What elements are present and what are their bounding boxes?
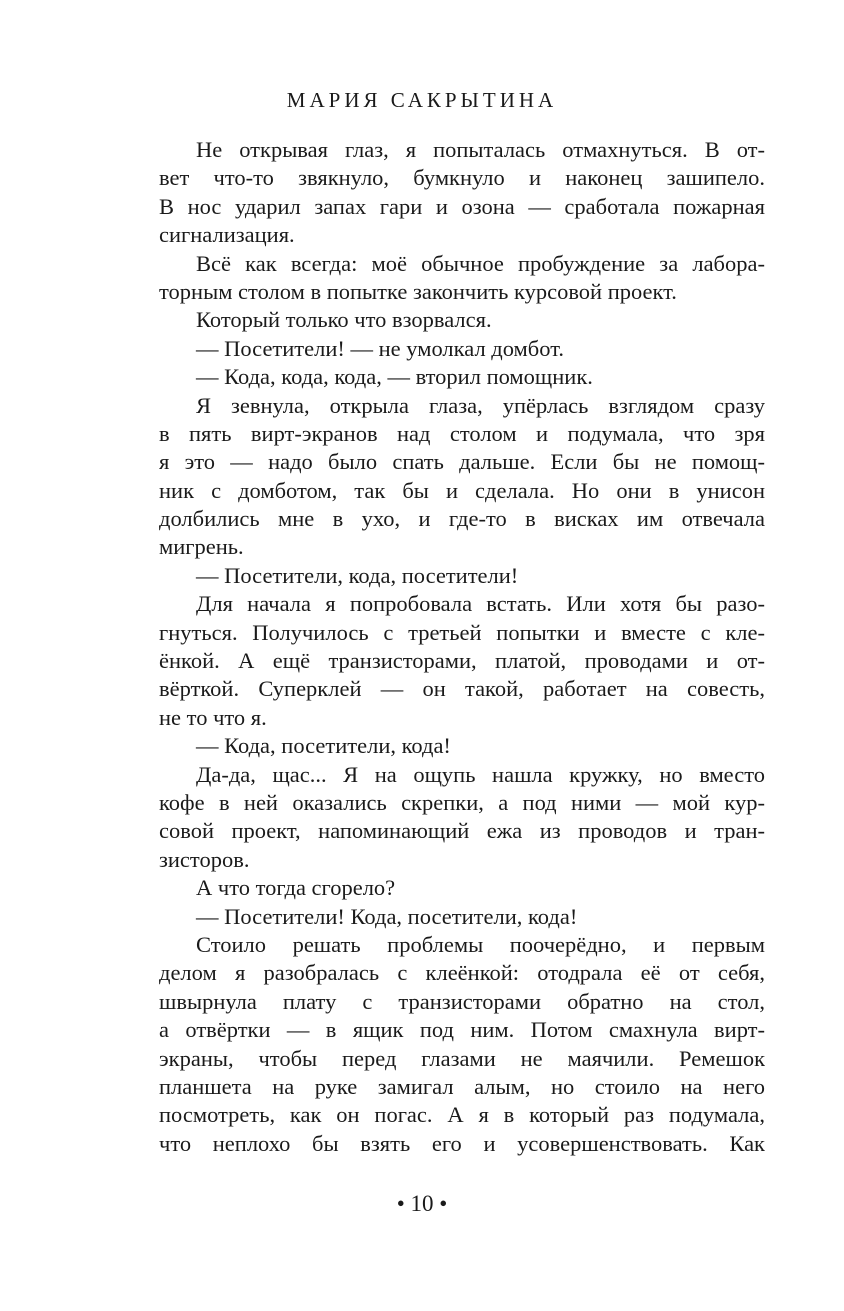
text-line: Да-да, щас... Я на ощупь нашла кружку, но вместо: [196, 761, 765, 787]
text-line: планшета на руке замигал алым, но стоило на него: [159, 1073, 765, 1099]
text-line: Который только что взорвался.: [196, 307, 492, 333]
text-line: — Посетители! — не умолкал домбот.: [196, 335, 564, 361]
text-line: Всё как всегда: моё обычное пробуждение за лабора-: [196, 250, 765, 276]
text-line: не то что я.: [159, 704, 267, 730]
text-line: швырнула плату с транзисторами обратно на стол,: [159, 988, 765, 1014]
body-text: [159, 136, 765, 1158]
text-line: вет что-то звякнуло, бумкнуло и наконец зашипело.: [159, 165, 765, 191]
text-line: совой проект, напоминающий ежа из проводов и тран-: [159, 818, 765, 844]
text-line: кофе в ней оказались скрепки, а под ними — мой кур-: [159, 789, 765, 815]
text-line: посмотреть, как он погас. А я в который раз подумала,: [159, 1102, 765, 1128]
text-line: а отвёртки — в ящик под ним. Потом смахнула вирт-: [159, 1017, 765, 1043]
text-line: — Посетители, кода, посетители!: [196, 562, 519, 588]
text-line: вёрткой. Суперклей — он такой, работает на совесть,: [159, 676, 765, 702]
text-line: Стоило решать проблемы поочерёдно, и первым: [196, 931, 765, 957]
text-line: долбились мне в ухо, и где-то в висках им отвечала: [159, 506, 765, 532]
text-line: — Кода, кода, кода, — вторил помощник.: [196, 364, 593, 390]
text-line: ёнкой. А ещё транзисторами, платой, проводами и от-: [159, 648, 765, 674]
text-line: делом я разобралась с клеёнкой: отодрала её от себя,: [159, 960, 765, 986]
text-line: в пять вирт-экранов над столом и подумала, что зря: [159, 420, 765, 446]
text-line: экраны, чтобы перед глазами не маячили. Ремешок: [159, 1045, 765, 1071]
text-line: ник с домботом, так бы и сделала. Но они в унисон: [159, 477, 765, 503]
text-line: — Кода, посетители, кода!: [196, 733, 451, 759]
page-number: • 10 •: [396, 1191, 448, 1216]
text-line: А что тогда сгорело?: [196, 875, 396, 901]
text-line: что неплохо бы взять его и усовершенствовать. Как: [159, 1130, 765, 1156]
text-line: мигрень.: [159, 534, 244, 560]
text-line: Я зевнула, открыла глаза, упёрлась взглядом сразу: [196, 392, 765, 418]
text-line: Не открывая глаз, я попыталась отмахнуться. В от-: [196, 137, 765, 162]
text-line: я это — надо было спать дальше. Если бы не помощ-: [159, 449, 765, 475]
text-line: зисторов.: [159, 846, 250, 872]
text-line: сигнализация.: [159, 222, 295, 248]
text-line: гнуться. Получилось с третьей попытки и вместе с кле-: [159, 619, 765, 645]
text-line: торным столом в попытке закончить курсовой проект.: [159, 278, 677, 304]
running-title: МАРИЯ САКРЫТИНА: [286, 88, 558, 112]
text-line: В нос ударил запах гари и озона — сработала пожарная: [159, 193, 765, 219]
text-line: Для начала я попробовала встать. Или хотя бы разо-: [196, 591, 765, 617]
text-line: — Посетители! Кода, посетители, кода!: [196, 903, 578, 929]
